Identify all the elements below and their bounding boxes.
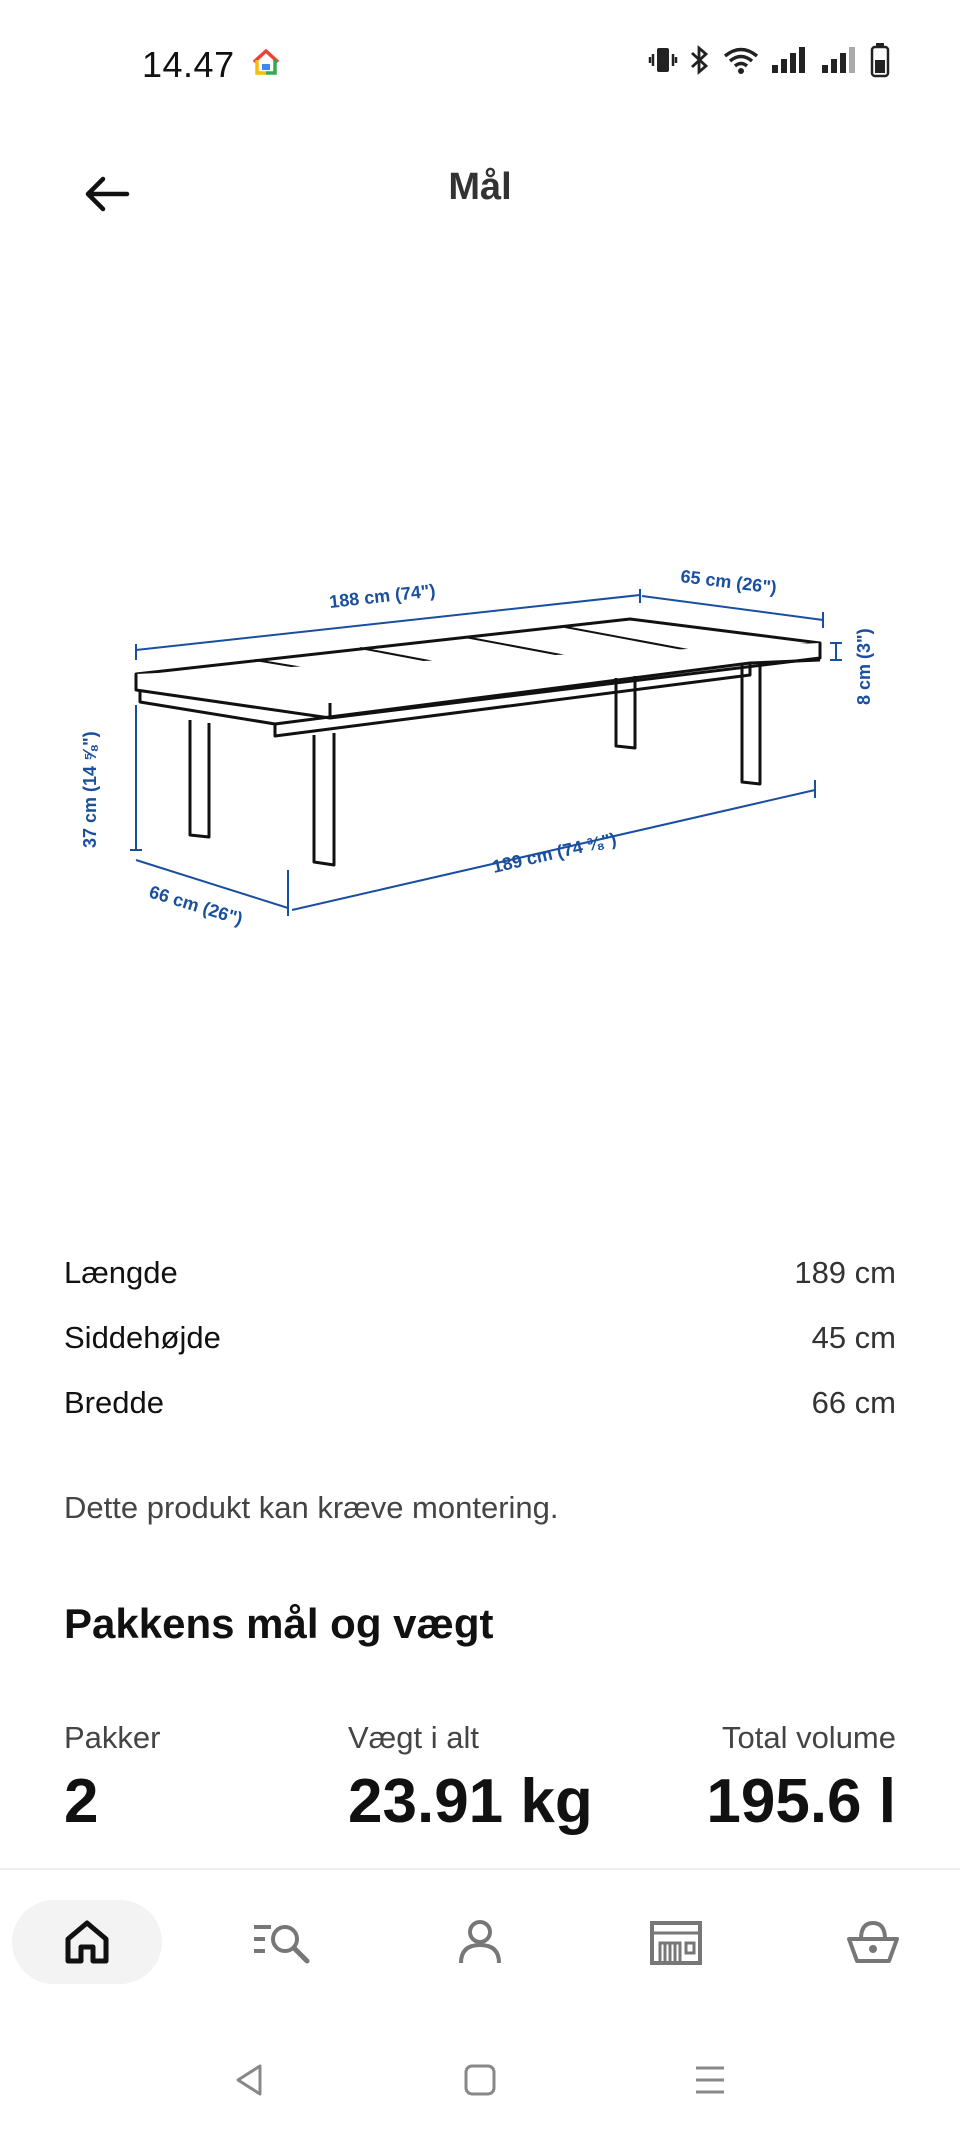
dim-depth-top-label: 65 cm (26") — [679, 566, 778, 598]
nav-cart[interactable] — [798, 1900, 948, 1984]
page-title: Mål — [448, 166, 512, 208]
bench-drawing — [136, 619, 820, 865]
spec-label: Bredde — [64, 1384, 164, 1420]
dim-depth-bottom-label: 66 cm (26") — [146, 881, 246, 930]
status-bar — [0, 0, 960, 130]
dimension-diagram — [60, 540, 900, 960]
search-list-icon — [251, 1917, 315, 1967]
stat-weight — [348, 1720, 593, 1837]
spec-label: Længde — [64, 1254, 178, 1290]
app-bar — [0, 130, 960, 250]
system-back-button[interactable] — [220, 2050, 280, 2110]
vibrate-icon — [648, 45, 678, 75]
menu-lines-icon — [692, 2062, 728, 2098]
wifi-icon — [722, 45, 760, 75]
google-home-icon — [250, 46, 282, 78]
stat-label: Pakker — [64, 1720, 161, 1755]
system-menu-button[interactable] — [680, 2050, 740, 2110]
dim-cushion-label: 8 cm (3") — [854, 628, 874, 705]
bluetooth-icon — [688, 44, 712, 76]
bottom-nav — [0, 1868, 960, 2010]
stat-volume — [706, 1720, 896, 1837]
spec-list — [64, 1240, 896, 1435]
stat-label: Vægt i alt — [348, 1720, 479, 1755]
battery-icon — [870, 42, 890, 78]
nav-stores[interactable] — [601, 1900, 751, 1984]
spec-label: Siddehøjde — [64, 1319, 221, 1355]
signal-icon — [820, 45, 860, 75]
back-triangle-icon — [232, 2062, 268, 2098]
store-icon — [648, 1917, 704, 1967]
nav-home[interactable] — [12, 1900, 162, 1984]
home-square-icon — [462, 2062, 498, 2098]
spec-row-width — [64, 1370, 896, 1435]
home-icon — [62, 1917, 112, 1967]
assembly-note: Dette produkt kan kræve montering. — [64, 1490, 559, 1525]
spec-row-seat-height — [64, 1305, 896, 1370]
dim-height-label: 37 cm (14 ⅝") — [80, 731, 100, 848]
spec-value: 66 cm — [811, 1384, 896, 1420]
system-home-button[interactable] — [450, 2050, 510, 2110]
status-icons — [648, 42, 890, 78]
spec-row-length — [64, 1240, 896, 1305]
package-heading: Pakkens mål og vægt — [64, 1600, 494, 1647]
stat-value: 2 — [64, 1767, 99, 1836]
person-icon — [455, 1917, 505, 1967]
package-stats — [64, 1720, 896, 1850]
nav-profile[interactable] — [405, 1900, 555, 1984]
status-time: 14.47 — [142, 44, 235, 85]
dim-length-bottom-label: 189 cm (74 ⅜") — [490, 828, 619, 877]
stat-value: 23.91 kg — [348, 1767, 593, 1836]
stat-packages — [64, 1720, 160, 1837]
spec-value: 45 cm — [811, 1319, 896, 1355]
system-nav — [0, 2010, 960, 2133]
nav-search[interactable] — [208, 1900, 358, 1984]
stat-label: Total volume — [721, 1720, 896, 1755]
stat-value: 195.6 l — [706, 1767, 896, 1836]
basket-icon — [845, 1917, 901, 1967]
signal-icon — [770, 45, 810, 75]
dim-length-top-label: 188 cm (74") — [328, 580, 437, 612]
spec-value: 189 cm — [794, 1254, 896, 1290]
